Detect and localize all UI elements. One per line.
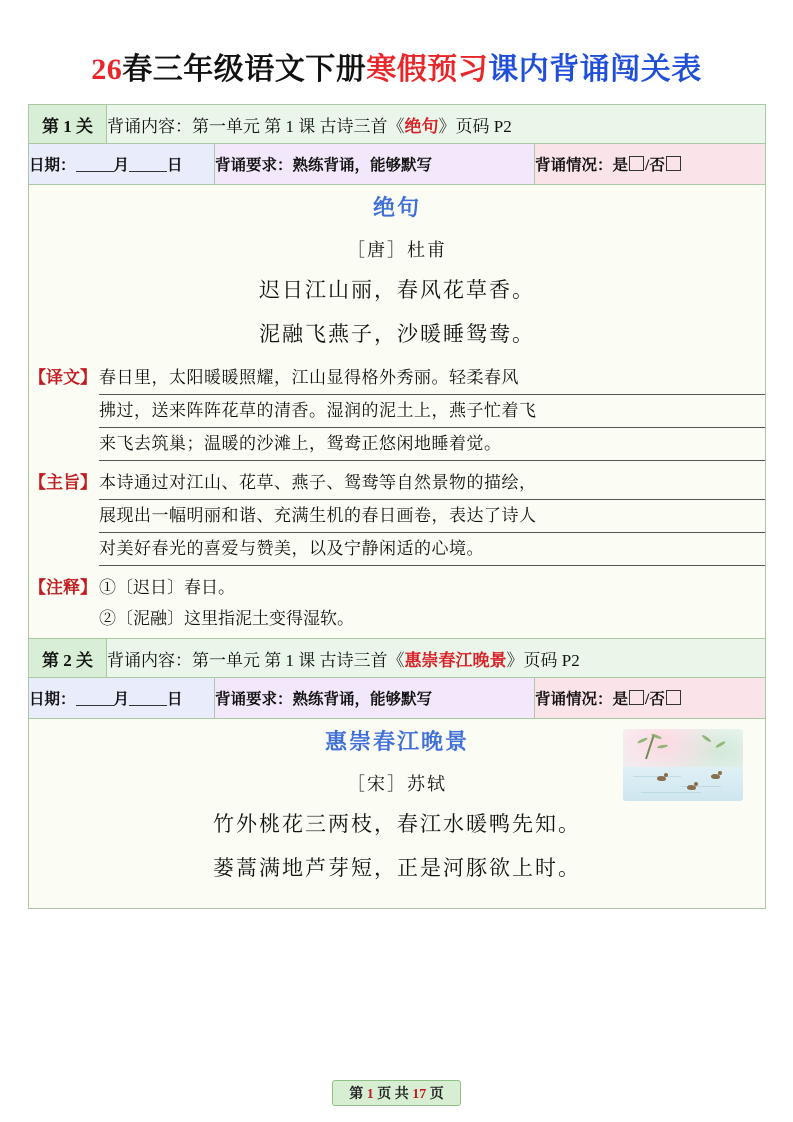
status-slash: / — [645, 157, 650, 174]
table-row — [29, 105, 766, 144]
theme-line: 展现出一幅明丽和谐、充满生机的春日画卷，表达了诗人 — [99, 500, 765, 533]
date-field-1[interactable] — [29, 144, 215, 185]
pass-number-1: 第 1 关 — [29, 105, 107, 144]
status-yes-checkbox[interactable] — [629, 156, 644, 171]
table-row — [29, 185, 766, 639]
theme-text — [99, 467, 765, 566]
page-title — [28, 30, 765, 104]
pass-content-2 — [107, 639, 766, 678]
pass-poem-name: 绝句 — [404, 116, 439, 136]
poem-title-2: 惠崇春江晚景 — [325, 729, 470, 754]
status-label: 背诵情况： — [535, 157, 613, 174]
date-label: 日期： — [29, 157, 76, 174]
translation-label: 【译文】 — [29, 368, 97, 387]
status-yes-label: 是 — [612, 691, 629, 708]
requirement-label: 背诵要求： — [215, 157, 293, 174]
status-no-checkbox[interactable] — [666, 156, 681, 171]
ripple-shape — [641, 792, 701, 793]
table-row — [29, 678, 766, 719]
poem-line: 迟日江山丽，春风花草香。 — [259, 278, 535, 302]
requirement-cell-2 — [215, 678, 535, 719]
date-label: 日期： — [29, 691, 76, 708]
poem-body-2 — [29, 719, 766, 909]
leaf-shape — [715, 740, 726, 748]
water-shape — [623, 767, 743, 801]
poem-title-1: 绝句 — [373, 195, 422, 220]
leaf-shape — [657, 744, 668, 749]
theme-line: 对美好春光的喜爱与赞美，以及宁静闲适的心境。 — [99, 533, 765, 566]
date-day-blank[interactable] — [129, 705, 167, 706]
notes-block-1 — [29, 572, 765, 634]
notes-line: ②〔泥融〕这里指泥土变得湿软。 — [99, 609, 354, 628]
theme-line: 本诗通过对江山、花草、燕子、鸳鸯等自然景物的描绘， — [99, 467, 765, 500]
requirement-cell-1 — [215, 144, 535, 185]
title-grade: 春三年级语文下册 — [122, 53, 367, 86]
status-no-checkbox[interactable] — [666, 690, 681, 705]
poem-body-1 — [29, 185, 766, 639]
date-month-blank[interactable] — [76, 171, 114, 172]
status-cell-2[interactable] — [535, 678, 766, 719]
pass-content-suffix: 》页码 P2 — [506, 650, 580, 670]
date-month-unit: 月 — [113, 691, 130, 708]
poem-line: 泥融飞燕子，沙暖睡鸳鸯。 — [259, 322, 535, 346]
poem-line: 竹外桃花三两枝，春江水暖鸭先知。 — [213, 812, 581, 836]
table-row — [29, 144, 766, 185]
spring-river-illustration — [623, 729, 743, 801]
notes-label: 【注释】 — [29, 578, 97, 597]
recitation-table — [28, 104, 766, 909]
footer-total-pages: 17 — [412, 1087, 427, 1102]
status-cell-1[interactable] — [535, 144, 766, 185]
poem-author-1: ［唐］杜甫 — [347, 240, 447, 260]
requirement-label: 背诵要求： — [215, 691, 293, 708]
pass-content-1 — [107, 105, 766, 144]
duck-shape — [687, 785, 696, 790]
duck-shape — [657, 776, 666, 781]
translation-block-1 — [29, 362, 765, 461]
translation-line: 春日里，太阳暖暖照耀，江山显得格外秀丽。轻柔春风 — [99, 362, 765, 395]
date-day-blank[interactable] — [129, 171, 167, 172]
page-number-badge — [332, 1080, 461, 1106]
notes-text — [99, 572, 765, 634]
title-holiday: 寒假预习 — [366, 53, 489, 86]
notes-line: ①〔迟日〕春日。 — [99, 578, 235, 597]
status-yes-label: 是 — [612, 157, 629, 174]
status-yes-checkbox[interactable] — [629, 690, 644, 705]
title-rest: 课内背诵闯关表 — [488, 53, 702, 86]
leaf-shape — [701, 734, 712, 743]
table-row — [29, 639, 766, 678]
pass-content-prefix: 背诵内容：第一单元 第 1 课 古诗三首《 — [107, 650, 405, 670]
status-no-label: 否 — [649, 157, 665, 174]
poem-author-2: ［宋］苏轼 — [347, 774, 447, 794]
poem-line: 蒌蒿满地芦芽短，正是河豚欲上时。 — [213, 856, 581, 880]
date-day-unit: 日 — [167, 691, 183, 708]
title-year: 26 — [91, 53, 123, 86]
status-no-label: 否 — [649, 691, 665, 708]
status-slash: / — [645, 691, 650, 708]
translation-text — [99, 362, 765, 461]
footer-suffix: 页 — [429, 1087, 444, 1102]
theme-block-1 — [29, 467, 765, 566]
table-row — [29, 719, 766, 909]
footer — [0, 1080, 793, 1106]
footer-prefix: 第 — [349, 1087, 364, 1102]
pass-number-2: 第 2 关 — [29, 639, 107, 678]
date-month-blank[interactable] — [76, 705, 114, 706]
requirement-value: 熟练背诵，能够默写 — [292, 157, 433, 174]
duck-shape — [711, 774, 720, 779]
requirement-value: 熟练背诵，能够默写 — [292, 691, 433, 708]
date-month-unit: 月 — [113, 157, 130, 174]
pass-content-prefix: 背诵内容：第一单元 第 1 课 古诗三首《 — [107, 116, 405, 136]
translation-line: 来飞去筑巢；温暖的沙滩上，鸳鸯正悠闲地睡着觉。 — [99, 428, 765, 461]
date-field-2[interactable] — [29, 678, 215, 719]
date-day-unit: 日 — [167, 157, 183, 174]
pass-poem-name: 惠崇春江晚景 — [404, 650, 507, 670]
footer-middle: 页 共 — [377, 1087, 409, 1102]
theme-label: 【主旨】 — [29, 473, 97, 492]
leaf-shape — [637, 737, 648, 744]
footer-current-page: 1 — [366, 1087, 374, 1102]
status-label: 背诵情况： — [535, 691, 613, 708]
pass-content-suffix: 》页码 P2 — [438, 116, 512, 136]
translation-line: 拂过，送来阵阵花草的清香。湿润的泥土上，燕子忙着飞 — [99, 395, 765, 428]
